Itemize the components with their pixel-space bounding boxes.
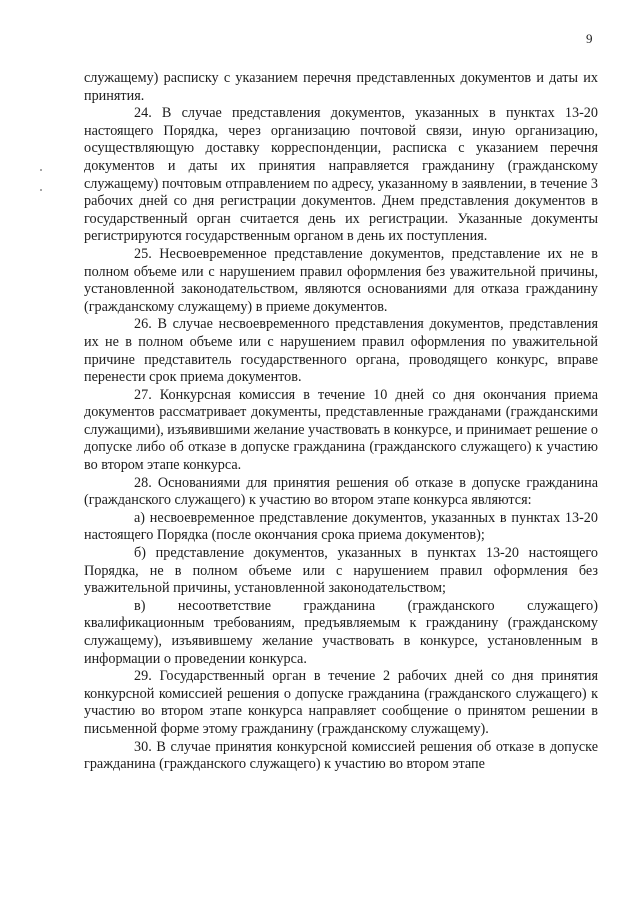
document-body xyxy=(84,70,598,774)
paragraph-28-v: в) несоответствие гражданина (гражданского служащего) квалификационным требованиям, предъявляемым к гражданину (гражданскому служащему), изъявившему желание участвовать в конкурсе, установленным в информации о проведении конкурса. xyxy=(84,597,598,667)
paragraph-28-b: б) представление документов, указанных в пунктах 13-20 настоящего Порядка, не в полном объеме или с нарушением правил оформления без уважительной причины, установленной законодательством; xyxy=(84,545,598,597)
paragraph-24: 24. В случае представления документов, указанных в пунктах 13-20 настоящего Порядка, через организацию почтовой связи, иную организацию, осуществляющую доставку корреспонденции, расписка с указанием перечня документов и даты их принятия направляется гражданину (гражданскому служащему) почтовым отправлением по адресу, указанному в заявлении, в течение 3 рабочих дней со дня регистрации документов. Днем представления документов в государственный орган считается день их регистрации. Указанные документы регистрируются государственным органом в день их поступления. xyxy=(84,105,598,245)
page-number: 9 xyxy=(586,31,593,46)
paragraph-25: 25. Несвоевременное представление документов, представление их не в полном объеме или с нарушением правил оформления без уважительной причины, установленной законодательством, являются основаниями для отказа гражданину (гражданскому служащему) в приеме документов. xyxy=(84,245,598,315)
paragraph-27: 27. Конкурсная комиссия в течение 10 дней со дня окончания приема документов рассматривает документы, представленные гражданами (гражданскими служащими), изъявившими желание участвовать в конкурсе, и принимает решение о допуске либо об отказе в допуске гражданина (гражданского служащего) к участию во втором этапе конкурса. xyxy=(84,386,598,474)
paragraph-28-a: а) несвоевременное представление документов, указанных в пунктах 13-20 настоящего Порядка (после окончания срока приема документов); xyxy=(84,509,598,544)
scan-artifact-mark xyxy=(40,189,42,191)
paragraph-30: 30. В случае принятия конкурсной комиссией решения об отказе в допуске гражданина (гражданского служащего) к участию во втором этапе xyxy=(84,738,598,773)
paragraph-continuation: служащему) расписку с указанием перечня представленных документов и даты их принятия. xyxy=(84,70,598,104)
scan-artifact-mark xyxy=(40,169,42,171)
paragraph-28: 28. Основаниями для принятия решения об отказе в допуске гражданина (гражданского служащего) к участию во втором этапе конкурса являются: xyxy=(84,474,598,509)
paragraph-29: 29. Государственный орган в течение 2 рабочих дней со дня принятия конкурсной комиссией решения о допуске гражданина (гражданского служащего) к участию во втором этапе конкурса направляет сообщение о принятом решении в письменной форме этому гражданину (гражданскому служащему). xyxy=(84,668,598,737)
paragraph-26: 26. В случае несвоевременного представления документов, представления их не в полном объеме или с нарушением правил оформления по уважительной причине представитель государственного органа, проводящего конкурс, вправе перенести срок приема документов. xyxy=(84,316,598,386)
